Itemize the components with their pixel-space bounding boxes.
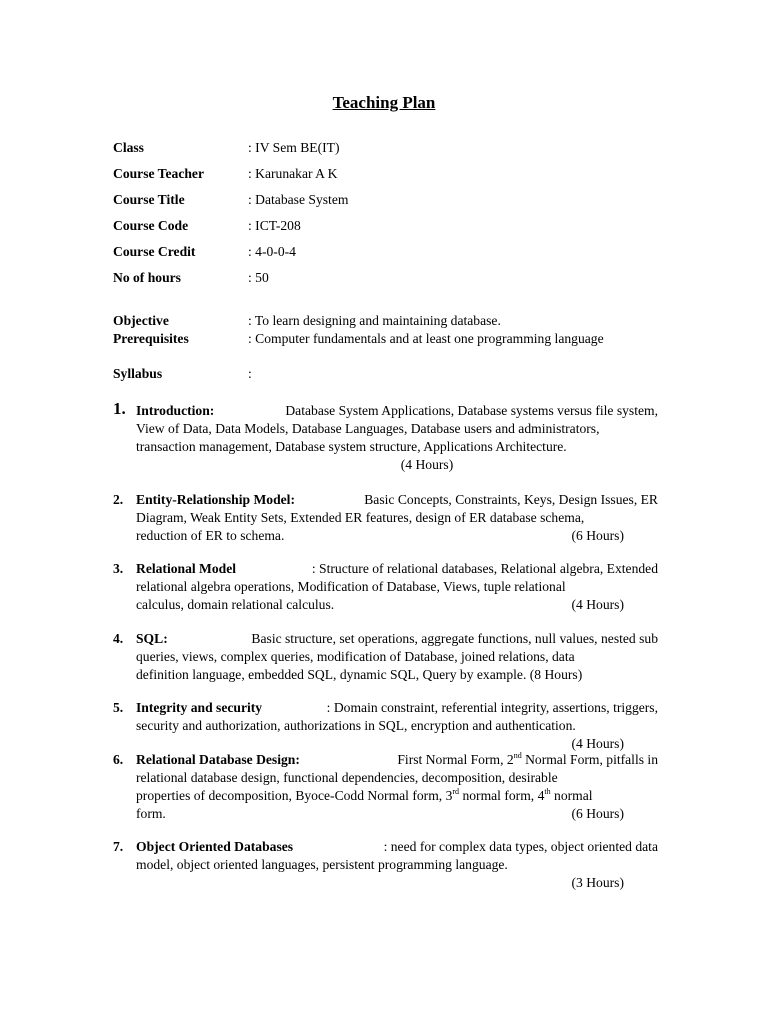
info-value: : 4-0-0-4 xyxy=(248,244,296,259)
unit-hours: (4 Hours) xyxy=(571,736,624,751)
superscript: rd xyxy=(452,787,460,796)
unit-text: properties of decomposition, Byoce-Codd Normal form, 3 xyxy=(136,788,453,803)
unit-heading: Introduction: xyxy=(136,403,215,418)
page-title: Teaching Plan xyxy=(332,93,436,112)
unit-heading: Relational Database Design: xyxy=(136,752,300,767)
unit-text-line: Basic structure, set operations, aggregate functions, null values, nested sub xyxy=(251,631,658,646)
info-row-no-of-hours xyxy=(113,269,673,287)
unit-text: normal xyxy=(554,788,593,803)
unit-text-line xyxy=(397,751,658,769)
syllabus-value: : xyxy=(248,366,252,381)
unit-number: 7. xyxy=(113,839,124,854)
unit-text-line: transaction management, Database system structure, Applications Architecture. xyxy=(136,439,567,454)
info-value: : 50 xyxy=(248,270,269,285)
syllabus-label: Syllabus xyxy=(113,366,163,381)
unit-heading: SQL: xyxy=(136,631,168,646)
unit-number: 6. xyxy=(113,752,124,767)
unit-hours: (4 Hours) xyxy=(571,597,624,612)
prerequisites-row xyxy=(113,330,673,348)
unit-text-line xyxy=(136,787,593,805)
info-value: : Database System xyxy=(248,192,349,207)
info-label: Course Credit xyxy=(113,244,196,259)
unit-heading: Relational Model xyxy=(136,561,237,576)
prerequisites-value: : Computer fundamentals and at least one programming language xyxy=(248,331,604,346)
unit-number: 4. xyxy=(113,631,124,646)
info-label: Course Code xyxy=(113,218,189,233)
unit-text-line: Diagram, Weak Entity Sets, Extended ER features, design of ER database schema, xyxy=(136,510,585,525)
unit-heading: Entity-Relationship Model: xyxy=(136,492,295,507)
unit-number: 2. xyxy=(113,492,124,507)
info-row-class xyxy=(113,139,673,157)
unit-text-line: : Domain constraint, referential integrity, assertions, triggers, xyxy=(326,700,658,715)
unit-text-line: relational algebra operations, Modification of Database, Views, tuple relational xyxy=(136,579,566,594)
objective-label: Objective xyxy=(113,313,169,328)
unit-hours: (6 Hours) xyxy=(571,528,624,543)
info-row-course-title xyxy=(113,191,673,209)
unit-text-line: Database System Applications, Database systems versus file system, xyxy=(285,403,658,418)
info-value: : IV Sem BE(IT) xyxy=(248,140,340,155)
info-row-course-credit xyxy=(113,243,673,261)
info-row-course-code xyxy=(113,217,673,235)
unit-hours: (4 Hours) xyxy=(400,457,454,472)
syllabus-row xyxy=(113,365,673,383)
unit-hours: (3 Hours) xyxy=(571,875,624,890)
objective-value: : To learn designing and maintaining database. xyxy=(248,313,501,328)
superscript: th xyxy=(544,787,551,796)
unit-text-line: : need for complex data types, object oriented data xyxy=(383,839,658,854)
info-label: Class xyxy=(113,140,144,155)
unit-text-line: model, object oriented languages, persistent programming language. xyxy=(136,857,508,872)
unit-text: First Normal Form, 2 xyxy=(397,752,514,767)
unit-text-line: definition language, embedded SQL, dynamic SQL, Query by example. (8 Hours) xyxy=(136,667,583,682)
unit-text-line: Basic Concepts, Constraints, Keys, Design Issues, ER xyxy=(364,492,658,507)
info-value: : Karunakar A K xyxy=(248,166,338,181)
unit-text: Normal Form, pitfalls in xyxy=(525,752,658,767)
info-label: Course Title xyxy=(113,192,185,207)
unit-text-line: queries, views, complex queries, modification of Database, joined relations, data xyxy=(136,649,575,664)
unit-text-line: : Structure of relational databases, Relational algebra, Extended xyxy=(311,561,658,576)
prerequisites-label: Prerequisites xyxy=(113,331,189,346)
unit-heading: Object Oriented Databases xyxy=(136,839,294,854)
unit-text: normal form, 4 xyxy=(462,788,545,803)
unit-number: 3. xyxy=(113,561,124,576)
unit-text-line: security and authorization, authorizations in SQL, encryption and authentication. xyxy=(136,718,576,733)
info-label: No of hours xyxy=(113,270,181,285)
info-row-course-teacher xyxy=(113,165,673,183)
unit-text-line: View of Data, Data Models, Database Languages, Database users and administrators, xyxy=(136,421,600,436)
unit-text-line: form. xyxy=(136,806,166,821)
unit-text-line: calculus, domain relational calculus. xyxy=(136,597,335,612)
unit-text-line: relational database design, functional dependencies, decomposition, desirable xyxy=(136,770,558,785)
unit-hours: (6 Hours) xyxy=(571,806,624,821)
unit-number: 5. xyxy=(113,700,124,715)
objective-row xyxy=(113,312,673,330)
superscript: nd xyxy=(513,751,522,760)
unit-number: 1. xyxy=(113,399,126,418)
info-label: Course Teacher xyxy=(113,166,204,181)
info-value: : ICT-208 xyxy=(248,218,301,233)
unit-text-line: reduction of ER to schema. xyxy=(136,528,285,543)
unit-heading: Integrity and security xyxy=(136,700,263,715)
